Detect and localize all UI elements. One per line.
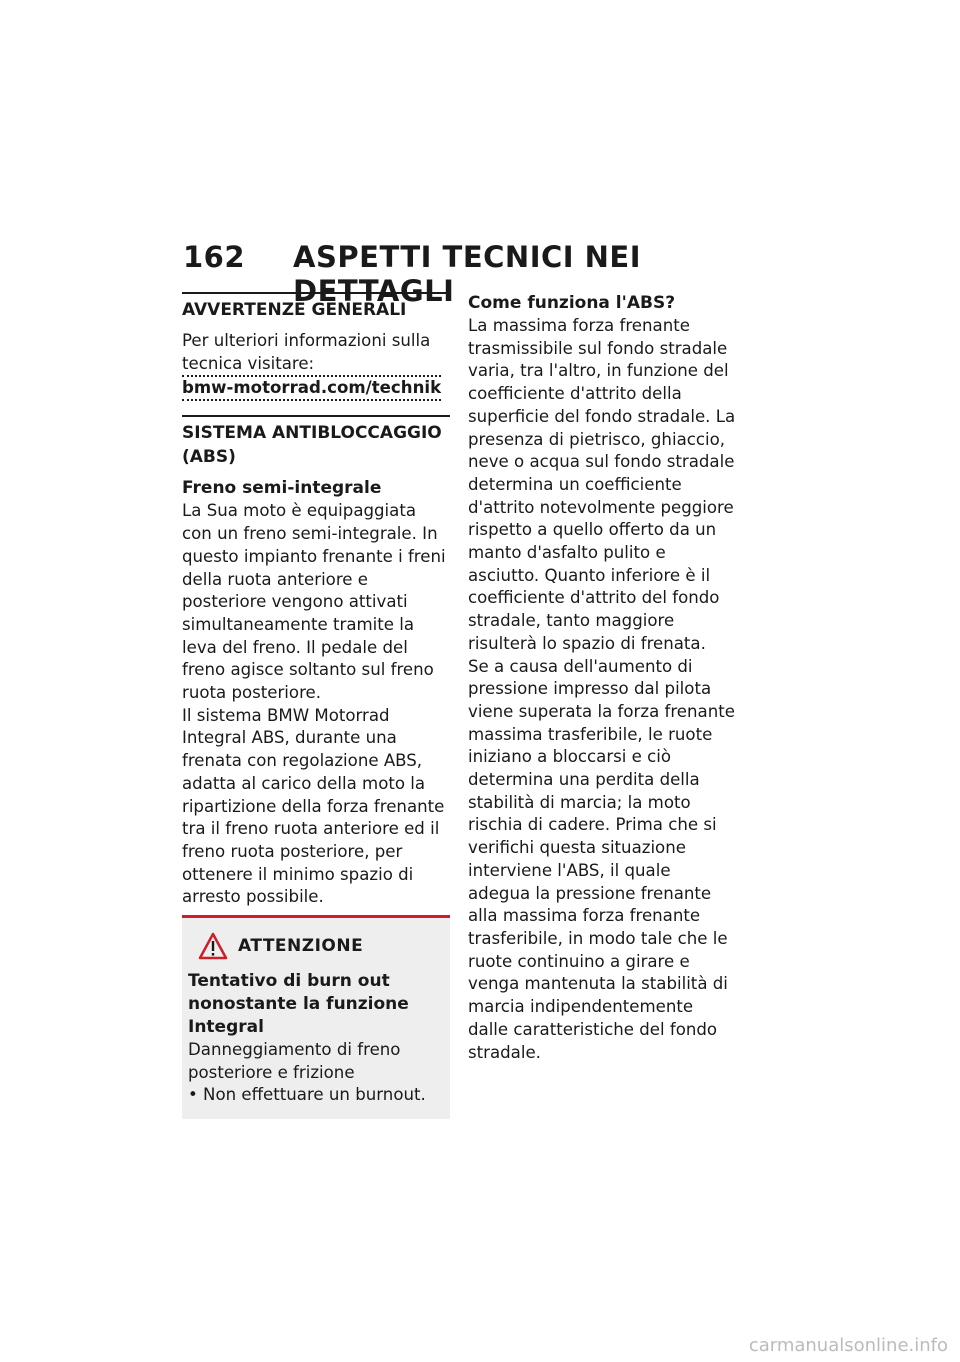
warning-bullet: • Non effettuare un burnout.: [188, 1085, 426, 1105]
page-title: ASPETTI TECNICI NEI DETTAGLI: [293, 240, 642, 308]
warning-title: ATTENZIONE: [238, 936, 364, 957]
warning-triangle-icon: [198, 932, 228, 960]
para-semi-integral: La Sua moto è equipaggiata con un freno semi-integrale. In questo impianto frenante i freni della ruota anteriore e posteriore vengono attivati simultaneamente tramite la leva del freno. Il pedale del freno agisce soltanto sul freno ruota posteriore.: [182, 501, 446, 703]
general-text: Per ulteriori informazioni sulla tecnica visitare:: [182, 331, 431, 373]
footer-brand: carmanualsonline.info: [748, 1335, 948, 1356]
warning-header: [188, 932, 444, 960]
warning-heading: Tentativo di burn out nonostante la funzione Integral: [188, 971, 409, 1038]
section-title-general: AVVERTENZE GENERALI: [182, 292, 450, 322]
right-column: [468, 292, 736, 1064]
section-title-abs: SISTEMA ANTIBLOCCAGGIO (ABS): [182, 415, 450, 469]
warning-box: [182, 915, 450, 1119]
page-number: 162: [183, 240, 246, 274]
warning-text: Danneggiamento di freno posteriore e frizione: [188, 1040, 401, 1082]
technik-link[interactable]: bmw-motorrad.com/technik: [182, 375, 441, 401]
para-friction: La massima forza frenante trasmissibile sul fondo stradale varia, tra l'altro, in funzione del coefficiente d'attrito della superficie del fondo stradale. La presenza di pietrisco, ghiaccio, neve o acqua sul fondo stradale determina un coefficiente d'attrito notevolmente peggiore rispetto a quello offerto da un manto d'asfalto pulito e asciutto. Quanto inferiore è il coefficiente d'attrito del fondo stradale, tanto maggiore risulterà lo spazio di frenata.: [468, 316, 736, 653]
para-integral-abs: Il sistema BMW Motorrad Integral ABS, durante una frenata con regolazione ABS, adatta al carico della moto la ripartizione della forza frenante tra il freno ruota anteriore ed il freno ruota posteriore, per ottenere il minimo spazio di arresto possibile.: [182, 705, 445, 907]
subtitle-semi-integral: Freno semi-integrale: [182, 478, 382, 499]
left-column: [182, 292, 450, 1119]
subtitle-how-abs-works: Come funziona l'ABS?: [468, 293, 676, 313]
para-abs-intervention: Se a causa dell'aumento di pressione impresso dal pilota viene superata la forza frenante massima trasferibile, le ruote iniziano a bloccarsi e ciò determina una perdita della stabilità di marcia; la moto rischia di cadere. Prima che si verifichi questa situazione interviene l'ABS, il quale adegua la pressione frenante alla massima forza frenante trasferibile, in modo tale che le ruote continuino a girare e venga mantenuta la stabilità di marcia indipendentemente dalle caratteristiche del fondo stradale.: [468, 656, 735, 1062]
